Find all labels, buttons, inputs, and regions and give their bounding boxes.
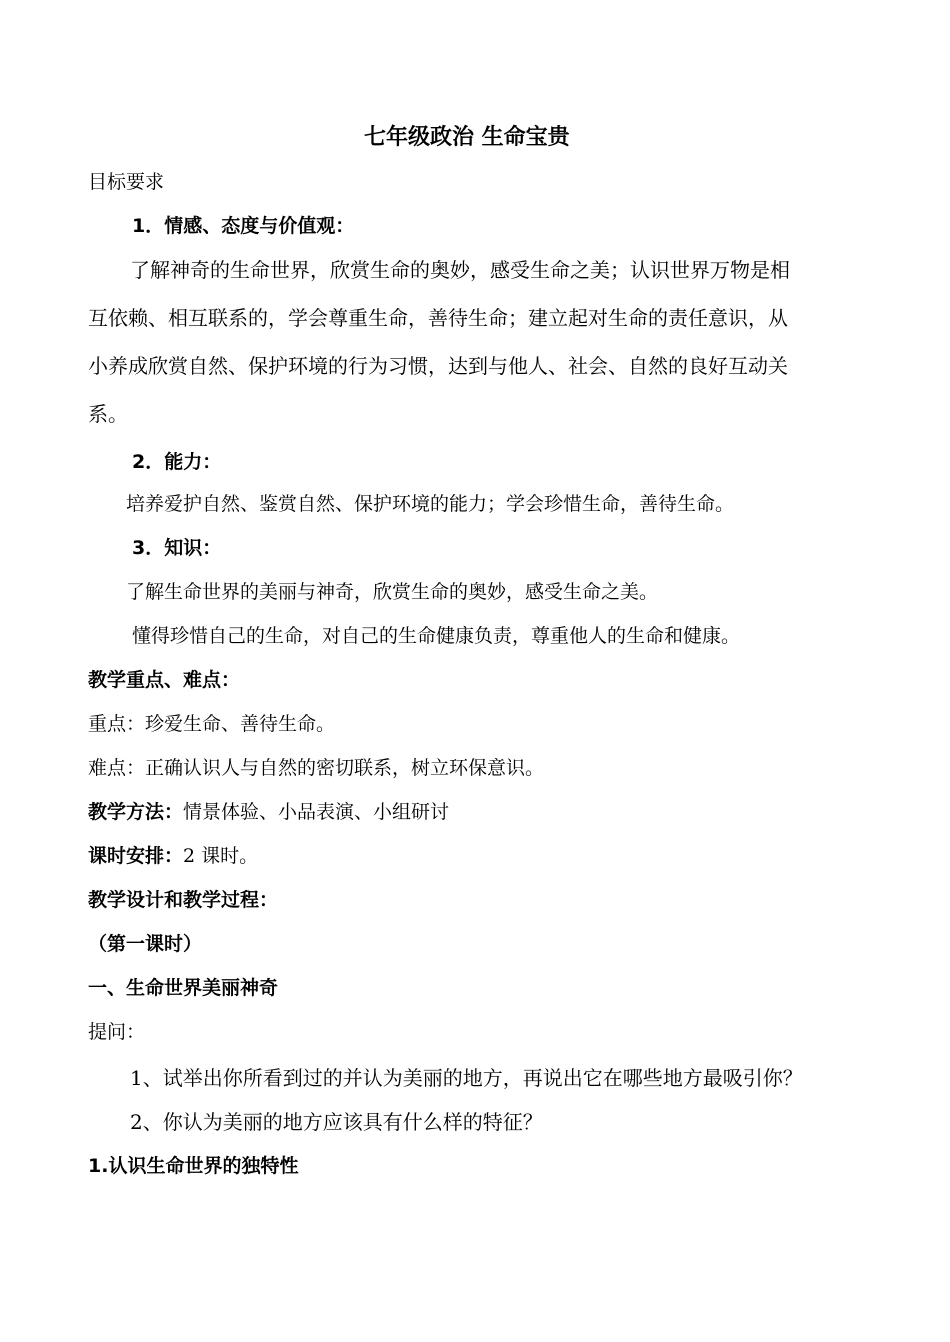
- goal1-line-4: 系。: [88, 402, 128, 426]
- question-1: 1、试举出你所看到过的并认为美丽的地方，再说出它在哪些地方最吸引你？: [130, 1066, 803, 1090]
- goal3-heading: 3．知识：: [132, 537, 222, 559]
- document-title: 七年级政治 生命宝贵: [364, 125, 570, 150]
- lesson-heading: （第一课时）: [88, 933, 203, 955]
- difficult-point: 难点：正确认识人与自然的密切联系，树立环保意识。: [88, 757, 545, 779]
- method-text: 情景体验、小品表演、小组研讨: [183, 801, 450, 823]
- goals-heading: 目标要求: [88, 171, 165, 193]
- goal2-heading: 2．能力：: [132, 451, 222, 473]
- design-heading: 教学设计和教学过程：: [88, 889, 279, 911]
- lesson-schedule: [88, 844, 258, 868]
- goal1-line-1: 了解神奇的生命世界，欣赏生命的奥妙，感受生命之美；认识世界万物是相: [130, 258, 790, 282]
- goal2-text: 培养爱护自然、鉴赏自然、保护环境的能力；学会珍惜生命，善待生命。: [126, 493, 735, 515]
- goal3-text-2: 懂得珍惜自己的生命，对自己的生命健康负责，尊重他人的生命和健康。: [132, 625, 741, 647]
- schedule-text: 2 课时。: [183, 845, 259, 867]
- question-label: 提问：: [88, 1021, 146, 1043]
- schedule-label: 课时安排：: [88, 845, 184, 867]
- key-point: 重点：珍爱生命、善待生命。: [88, 713, 336, 735]
- teaching-method: [88, 800, 449, 824]
- subsection1-heading: 1.认识生命世界的独特性: [88, 1155, 299, 1177]
- goal1-heading: 1．情感、态度与价值观：: [132, 215, 355, 237]
- key-points-heading: 教学重点、难点：: [88, 669, 241, 691]
- question-2: 2、你认为美丽的地方应该具有什么样的特征？: [130, 1110, 543, 1134]
- goal1-line-2: 互依赖、相互联系的，学会尊重生命，善待生命；建立起对生命的责任意识，从: [88, 306, 788, 330]
- goal1-line-3: 小养成欣赏自然、保护环境的行为习惯，达到与他人、社会、自然的良好互动关: [88, 354, 788, 378]
- goal3-text-1: 了解生命世界的美丽与神奇，欣赏生命的奥妙，感受生命之美。: [126, 581, 659, 603]
- method-label: 教学方法：: [88, 801, 184, 823]
- section1-heading: 一、生命世界美丽神奇: [88, 977, 279, 999]
